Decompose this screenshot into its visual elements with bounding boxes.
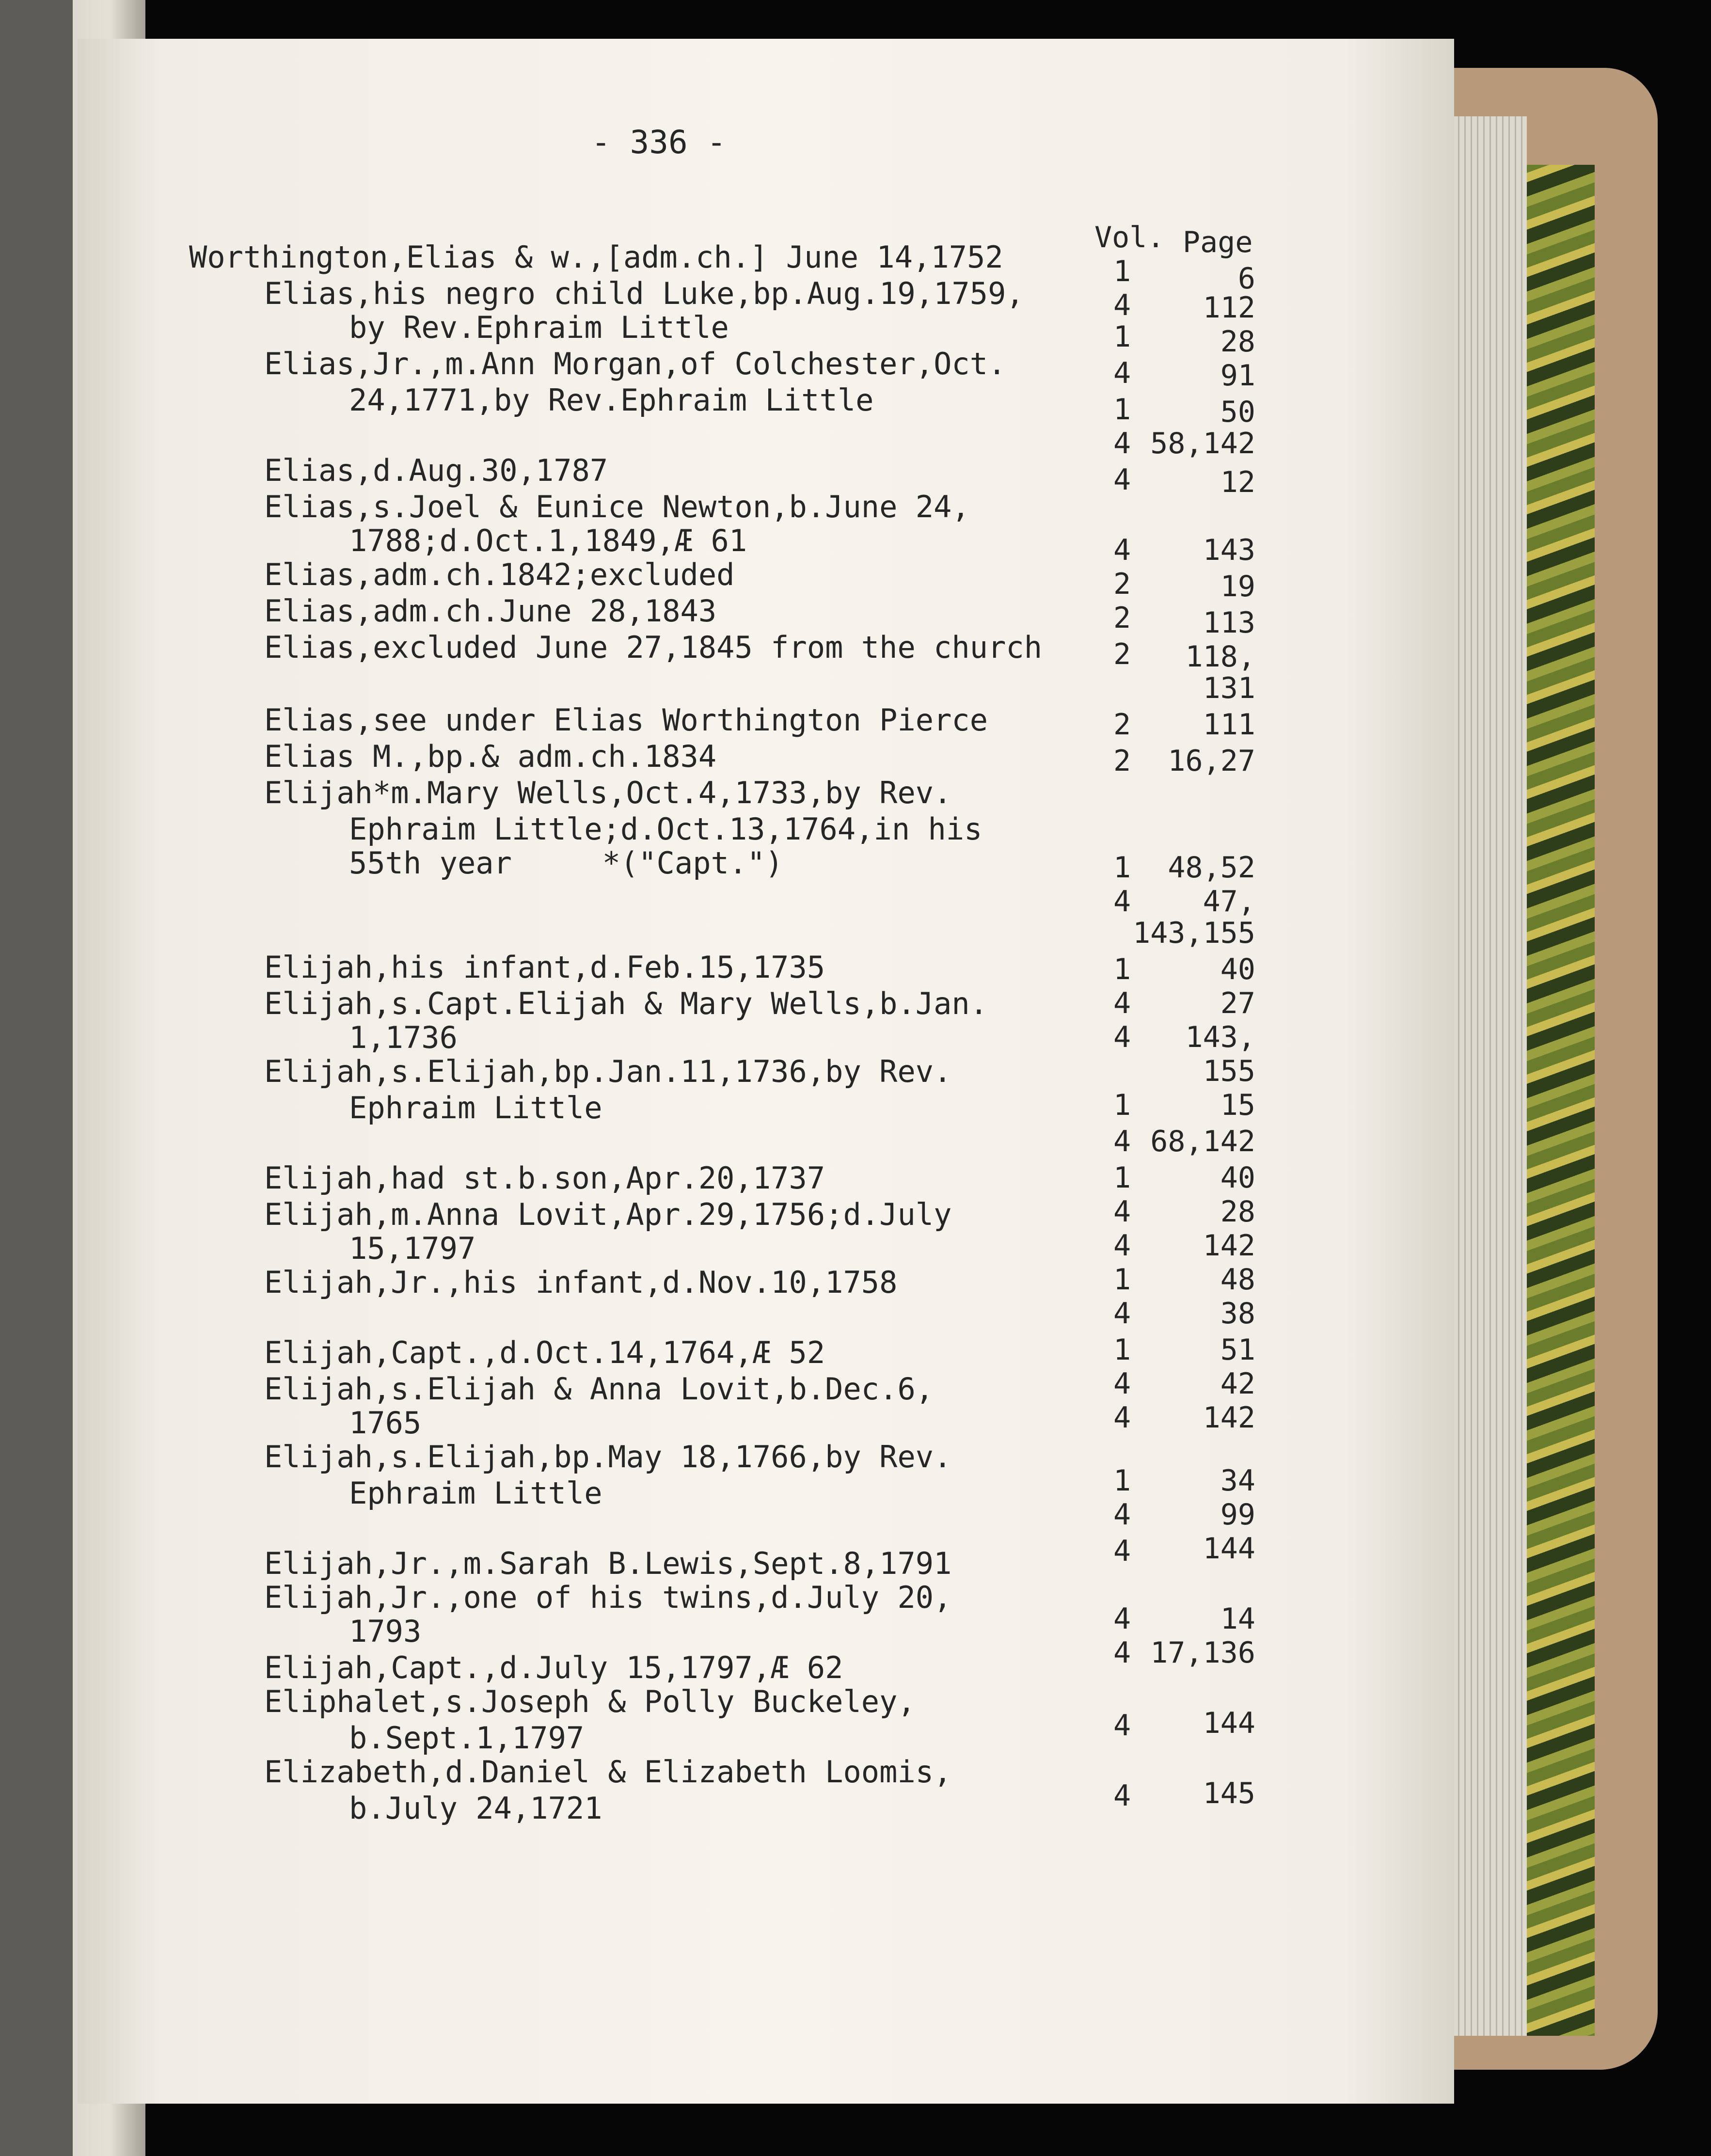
page-reference: 91: [1220, 359, 1255, 393]
vol-number: 4: [1113, 1709, 1131, 1743]
entry-line: 1765: [349, 1405, 422, 1441]
page-reference: 47,: [1203, 885, 1255, 919]
entry-line: Elijah,had st.b.son,Apr.20,1737: [264, 1160, 825, 1196]
entry-line: Elizabeth,d.Daniel & Elizabeth Loomis,: [264, 1754, 952, 1790]
page-reference: 50: [1220, 395, 1255, 429]
page-reference: 40: [1220, 1161, 1255, 1195]
page-reference: 58,142: [1150, 427, 1255, 460]
entry-line: Elias M.,bp.& adm.ch.1834: [264, 739, 717, 774]
page-reference: 15: [1220, 1088, 1255, 1122]
page-reference: 142: [1203, 1401, 1255, 1435]
vol-number: 4: [1113, 1779, 1131, 1813]
vol-number: 2: [1113, 601, 1131, 635]
page-reference: 143,: [1185, 1020, 1255, 1054]
entry-line: Elias,d.Aug.30,1787: [264, 453, 608, 488]
vol-number: 4: [1113, 463, 1131, 497]
entry-line: b.Sept.1,1797: [349, 1720, 585, 1756]
vol-number: 1: [1113, 1161, 1131, 1195]
page-reference: 19: [1220, 570, 1255, 603]
entry-line: 55th year *("Capt."): [349, 845, 783, 881]
entry-line: Elijah,his infant,d.Feb.15,1735: [264, 950, 825, 985]
vol-number: 1: [1113, 1333, 1131, 1367]
vol-number: 4: [1113, 1195, 1131, 1229]
entry-line: 1788;d.Oct.1,1849,Æ 61: [349, 523, 747, 558]
vol-number: 1: [1113, 851, 1131, 885]
page-reference: 143: [1203, 533, 1255, 567]
entry-line: 1793: [349, 1614, 422, 1649]
page-reference: 27: [1220, 986, 1255, 1020]
vol-number: 4: [1113, 1498, 1131, 1532]
vol-column-header: Vol.: [1094, 221, 1165, 254]
entry-line: 1,1736: [349, 1020, 458, 1055]
vol-number: 1: [1113, 1263, 1131, 1297]
page-reference: 38: [1220, 1297, 1255, 1331]
entry-line: Elijah*m.Mary Wells,Oct.4,1733,by Rev.: [264, 775, 952, 810]
vol-number: 1: [1113, 320, 1131, 354]
page-reference: 40: [1220, 952, 1255, 986]
page-reference: 144: [1203, 1706, 1255, 1740]
entry-line: Elias,adm.ch.1842;excluded: [264, 557, 735, 592]
facing-page-edge: [0, 0, 73, 2156]
page-reference: 155: [1203, 1054, 1255, 1088]
page-reference: 42: [1220, 1367, 1255, 1401]
entry-line: Ephraim Little: [349, 1090, 602, 1126]
page-reference: 16,27: [1168, 744, 1255, 778]
entry-line: Elias,s.Joel & Eunice Newton,b.June 24,: [264, 489, 970, 524]
page-reference: 48,52: [1168, 851, 1255, 885]
vol-number: 4: [1113, 1401, 1131, 1435]
page-reference: 34: [1220, 1464, 1255, 1498]
entry-line: by Rev.Ephraim Little: [349, 310, 729, 345]
vol-number: 2: [1113, 708, 1131, 742]
vol-number: 2: [1113, 637, 1131, 671]
entry-line: Elijah,Jr.,his infant,d.Nov.10,1758: [264, 1265, 898, 1300]
entry-line: 15,1797: [349, 1231, 476, 1266]
entry-line: Elijah,m.Anna Lovit,Apr.29,1756;d.July: [264, 1197, 952, 1232]
entry-line: Elias,see under Elias Worthington Pierce: [264, 702, 988, 738]
vol-number: 4: [1113, 427, 1131, 460]
entry-line: Elijah,s.Capt.Elijah & Mary Wells,b.Jan.: [264, 986, 988, 1021]
vol-number: 4: [1113, 356, 1131, 390]
page-reference: 28: [1220, 1195, 1255, 1229]
vol-number: 1: [1113, 1088, 1131, 1122]
vol-number: 4: [1113, 1367, 1131, 1401]
vol-number: 1: [1113, 393, 1131, 427]
vol-number: 4: [1113, 885, 1131, 919]
entry-line: Eliphalet,s.Joseph & Polly Buckeley,: [264, 1684, 916, 1719]
page-reference: 14: [1220, 1602, 1255, 1636]
entry-line: Elijah,Capt.,d.July 15,1797,Æ 62: [264, 1650, 843, 1685]
page-reference: 12: [1220, 465, 1255, 499]
page-reference: 111: [1203, 708, 1255, 742]
page-reference: 99: [1220, 1498, 1255, 1532]
entry-line: Elijah,s.Elijah & Anna Lovit,b.Dec.6,: [264, 1371, 934, 1407]
vol-number: 4: [1113, 1020, 1131, 1054]
entry-line: Worthington,Elias & w.,[adm.ch.] June 14,1752: [189, 239, 1003, 275]
entry-line: Elijah,s.Elijah,bp.Jan.11,1736,by Rev.: [264, 1054, 952, 1089]
vol-number: 1: [1113, 952, 1131, 986]
vol-number: 2: [1113, 567, 1131, 601]
page-reference: 48: [1220, 1263, 1255, 1297]
entry-line: Elijah,Capt.,d.Oct.14,1764,Æ 52: [264, 1335, 825, 1370]
page-reference: 28: [1220, 325, 1255, 359]
entry-line: Elias,excluded June 27,1845 from the church: [264, 630, 1043, 665]
vol-number: 4: [1113, 1125, 1131, 1158]
page-reference: 17,136: [1150, 1636, 1255, 1670]
entry-line: Elias,adm.ch.June 28,1843: [264, 593, 717, 629]
vol-number: 4: [1113, 1602, 1131, 1636]
page-reference: 142: [1203, 1229, 1255, 1263]
page-reference: 112: [1203, 291, 1255, 325]
vol-number: 2: [1113, 744, 1131, 778]
page-reference: 6: [1237, 262, 1255, 296]
entry-line: Ephraim Little: [349, 1475, 602, 1511]
page-reference: 144: [1203, 1532, 1255, 1566]
page-reference: 118,: [1185, 640, 1255, 674]
vol-number: 4: [1113, 288, 1131, 322]
page-reference: 51: [1220, 1333, 1255, 1367]
vol-number: 4: [1113, 986, 1131, 1020]
page-number: - 336 -: [591, 124, 727, 161]
entry-line: Elijah,s.Elijah,bp.May 18,1766,by Rev.: [264, 1439, 952, 1474]
entry-line: Elijah,Jr.,m.Sarah B.Lewis,Sept.8,1791: [264, 1546, 952, 1581]
vol-number: 1: [1113, 1464, 1131, 1498]
page-reference: 131: [1203, 671, 1255, 705]
vol-number: 4: [1113, 1636, 1131, 1670]
entry-line: Elijah,Jr.,one of his twins,d.July 20,: [264, 1580, 952, 1615]
page-reference: 68,142: [1150, 1125, 1255, 1158]
vol-number: 4: [1113, 1229, 1131, 1263]
vol-number: 4: [1113, 533, 1131, 567]
vol-number: 4: [1113, 1297, 1131, 1331]
entry-line: Elias,Jr.,m.Ann Morgan,of Colchester,Oct.: [264, 346, 1006, 381]
page-column-header: Page: [1183, 225, 1253, 259]
page-reference: 113: [1203, 606, 1255, 640]
entry-line: Elias,his negro child Luke,bp.Aug.19,1759,: [264, 276, 1024, 311]
page-reference: 145: [1203, 1776, 1255, 1810]
vol-number: 4: [1113, 1534, 1131, 1568]
page-reference: 143,155: [1133, 916, 1255, 950]
entry-line: b.July 24,1721: [349, 1791, 602, 1826]
entry-line: 24,1771,by Rev.Ephraim Little: [349, 382, 874, 418]
vol-number: 1: [1113, 254, 1131, 288]
entry-line: Ephraim Little;d.Oct.13,1764,in his: [349, 811, 982, 847]
